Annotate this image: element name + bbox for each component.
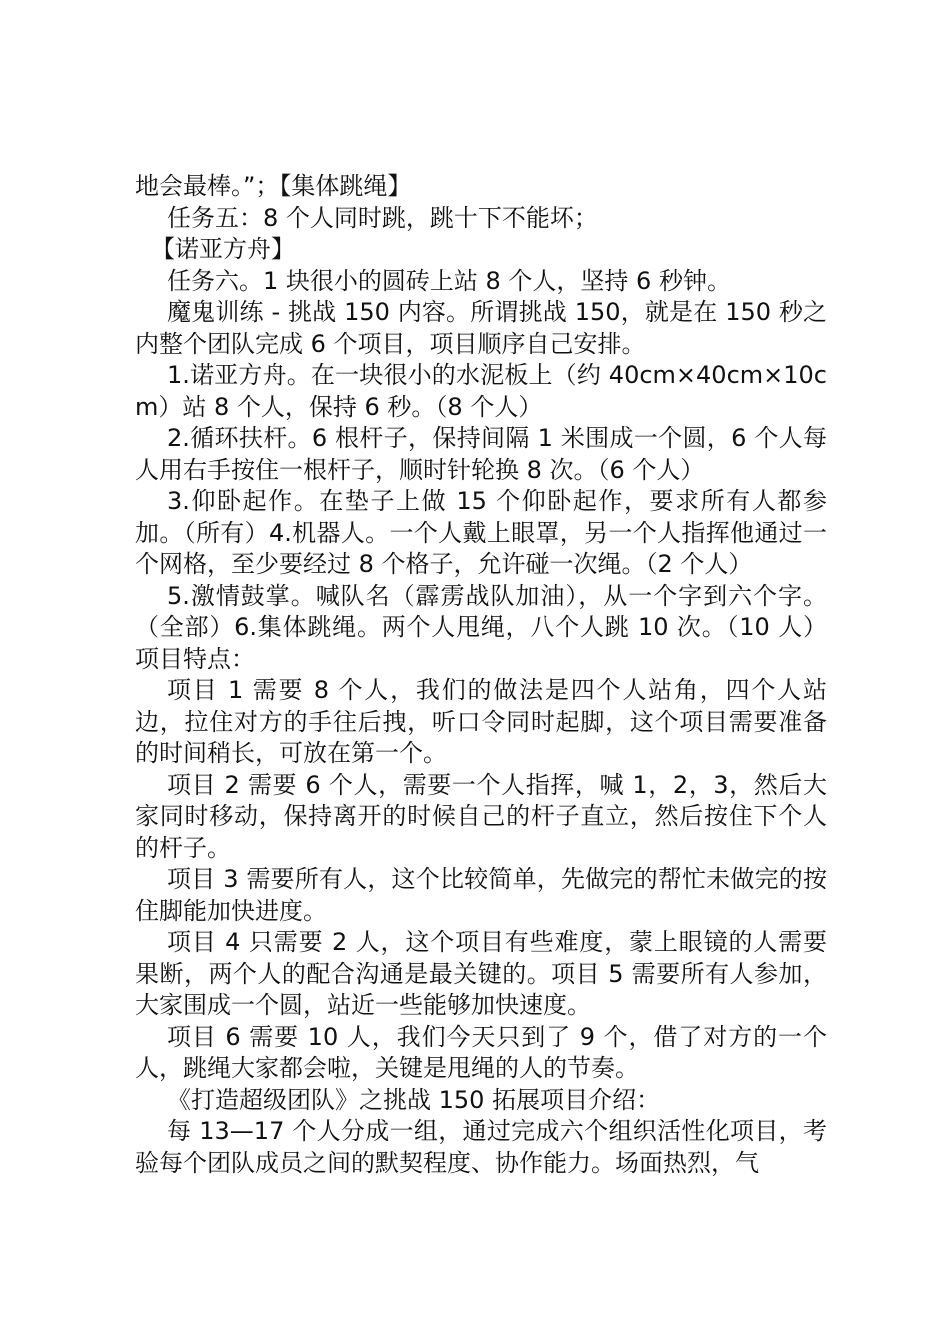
paragraph-10: 项目 1 需要 8 个人，我们的做法是四个人站角，四个人站边，拉住对方的手往后拽，听口令同时起脚，这个项目需要准备的时间稍长，可放在第一个。 (135, 676, 827, 767)
paragraph-15: 《打造超级团队》之挑战 150 拓展项目介绍： (167, 1085, 661, 1114)
paragraph-1: 地会最棒。”；【集体跳绳】 (135, 172, 412, 200)
document-body (135, 171, 827, 1179)
paragraph-9: 5.激情鼓掌。喊队名（霹雳战队加油），从一个字到六个字。（全部）6.集体跳绳。两个人甩绳，八个人跳 10 次。（10 人）项目特点： (135, 581, 827, 673)
paragraph-8: 3.仰卧起作。在垫子上做 15 个仰卧起作，要求所有人都参加。（所有）4.机器人。一个人戴上眼罩，另一个人指挥他通过一个网格，至少要经过 8 个格子，允许碰一次绳。（2 个人） (135, 487, 827, 578)
paragraph-2: 任务五：8 个人同时跳，跳十下不能坏； (167, 203, 598, 232)
paragraph-12: 项目 3 需要所有人，这个比较简单，先做完的帮忙未做完的按住脚能加快进度。 (135, 865, 827, 925)
paragraph-16: 每 13—17 个人分成一组，通过完成六个组织活性化项目，考验每个团队成员之间的默契程度、协作能力。场面热烈，气 (135, 1117, 827, 1177)
paragraph-3: 【诺亚方舟】 (151, 235, 295, 263)
paragraph-4: 任务六。1 块很小的圆砖上站 8 个人，坚持 6 秒钟。 (167, 266, 731, 295)
paragraph-13: 项目 4 只需要 2 人，这个项目有些难度，蒙上眼镜的人需要果断，两个人的配合沟通是最关键的。项目 5 需要所有人参加，大家围成一个圆，站近一些能够加快速度。 (135, 928, 827, 1019)
paragraph-11: 项目 2 需要 6 个人，需要一个人指挥，喊 1，2，3，然后大家同时移动，保持离开的时候自己的杆子直立，然后按住下个人的杆子。 (135, 770, 827, 862)
paragraph-5: 魔鬼训练 - 挑战 150 内容。所谓挑战 150，就是在 150 秒之内整个团队完成 6 个项目，项目顺序自己安排。 (135, 298, 827, 358)
paragraph-14: 项目 6 需要 10 人，我们今天只到了 9 个，借了对方的一个人，跳绳大家都会啦，关键是甩绳的人的节奏。 (135, 1022, 827, 1082)
paragraph-6: 1.诺亚方舟。在一块很小的水泥板上（约 40cm×40cm×10cm）站 8 个人，保持 6 秒。（8 个人） (135, 361, 827, 421)
paragraph-7: 2.循环扶杆。6 根杆子，保持间隔 1 米围成一个圆，6 个人每人用右手按住一根杆子，顺时针轮换 8 次。（6 个人） (135, 424, 827, 484)
